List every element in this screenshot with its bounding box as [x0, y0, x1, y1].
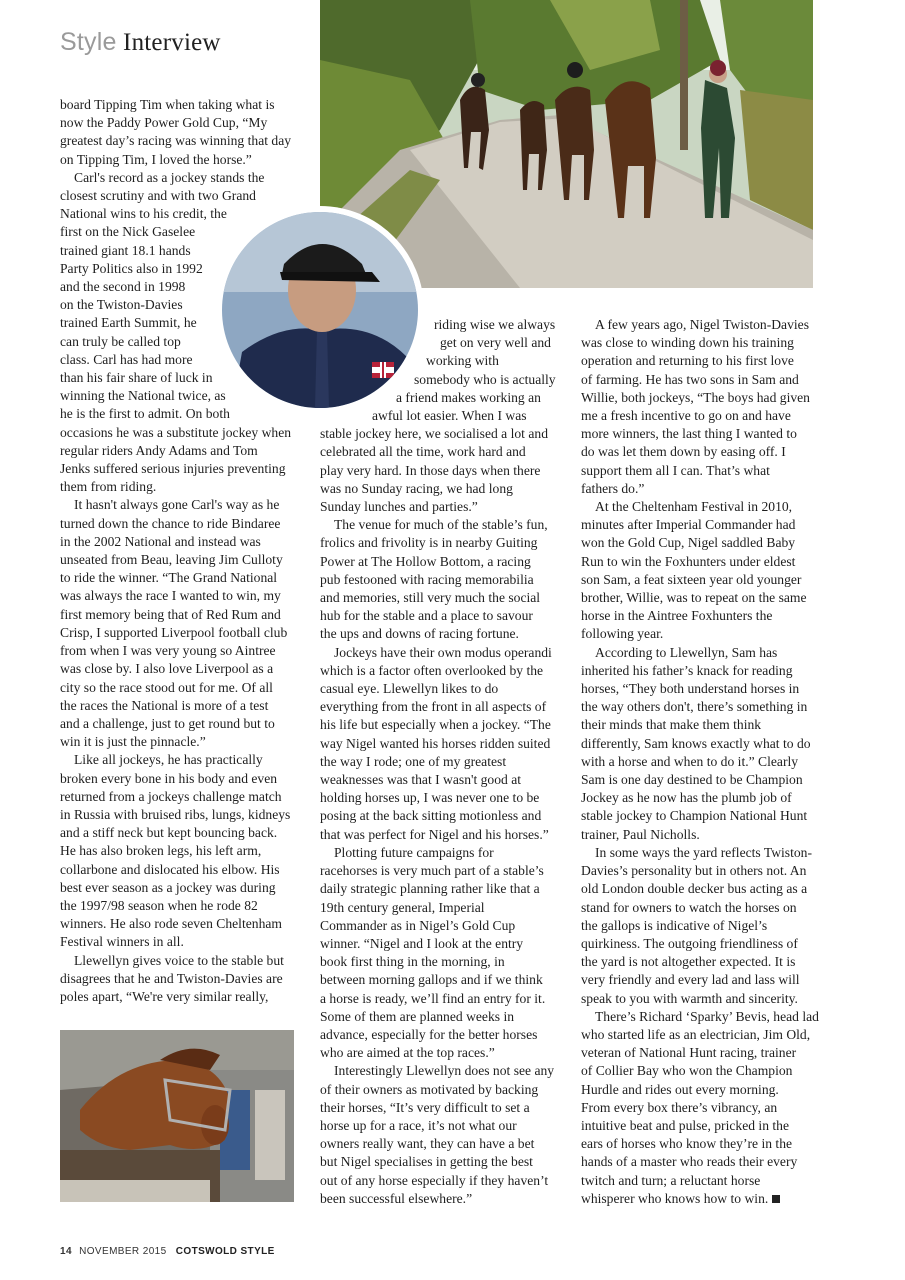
text-line: everything from the front in all aspects of: [320, 699, 547, 715]
text-line: differently, Sam knows exactly what to do: [581, 735, 811, 751]
text-line: the races the National is more of a test: [60, 697, 269, 713]
text-line: and memories, still very much the social: [320, 590, 541, 606]
text-line: won the Gold Cup, Nigel saddled Baby: [581, 535, 796, 551]
text-line: of Collier Bay who won the Champion: [581, 1063, 793, 1079]
text-line: According to Llewellyn, Sam has: [595, 644, 778, 660]
text-line: winners. He also rode seven Cheltenham: [60, 916, 282, 932]
text-line: the yard is not altogether expected. It is: [581, 954, 796, 970]
text-line: Jockey as he now has the plumb job of: [581, 790, 792, 806]
text-line: intuitive beat and pulse, pricked in the: [581, 1117, 790, 1133]
text-line: best ever season as a jockey was during: [60, 879, 276, 895]
text-line: turned down the chance to ride Bindaree: [60, 515, 281, 531]
text-line: horse up for a race, it’s not what our: [320, 1117, 517, 1133]
text-line: broken every bone in his body and even: [60, 770, 278, 786]
text-line: now the Paddy Power Gold Cup, “My: [60, 115, 268, 131]
text-line: support them all I can. That’s what: [581, 462, 770, 478]
text-line: Plotting future campaigns for: [334, 844, 494, 860]
text-line: Power at The Hollow Bottom, a racing: [320, 553, 531, 569]
text-line: disagrees that he and Twiston-Davies are: [60, 970, 283, 986]
text-line: Llewellyn gives voice to the stable but: [74, 952, 284, 968]
text-line: Sam is one day destined to be Champion: [581, 772, 803, 788]
text-line: weaknesses was that I wasn't good at: [320, 772, 522, 788]
last-text-line: [581, 1190, 826, 1208]
text-line: way Nigel wanted his horses ridden suited: [320, 735, 551, 751]
section-label: Style: [60, 28, 117, 56]
text-line: Carl's record as a jockey stands the: [74, 169, 265, 185]
text-line: ears of horses who know they’re in the: [581, 1136, 793, 1152]
text-line: pub festooned with racing memorabilia: [320, 571, 534, 587]
text-line: that was perfect for Nigel and his horses.”: [320, 826, 549, 842]
text-line: celebrated all the time, work hard and: [320, 444, 526, 460]
text-line: of farming. He has two sons in Sam and: [581, 371, 799, 387]
text-line: hands of a master who reads their every: [581, 1154, 798, 1170]
text-line: on the Twiston-Davies: [60, 297, 183, 313]
text-line: and a stiff neck but kept bouncing back.: [60, 825, 278, 841]
text-line: holding horses up, I was never one to be: [320, 790, 540, 806]
text-line: from when I was very young so Aintree: [60, 643, 276, 659]
text-line: trained giant 18.1 hands: [60, 242, 191, 258]
text-line: them from riding.: [60, 479, 157, 495]
text-line: first memory being that of Red Rum and: [60, 606, 281, 622]
text-line: casual eye. Llewellyn likes to do: [320, 681, 499, 697]
text-line: daily strategic planning rather like that a: [320, 881, 540, 897]
page-footer: [60, 1246, 275, 1257]
text-line: Sunday lunches and parties.”: [320, 499, 478, 515]
text-line: awful lot easier. When I was: [372, 408, 527, 424]
text-column-1: [60, 96, 305, 1006]
text-line: was close to winding down his training: [581, 335, 794, 351]
text-line: was no Sunday racing, we had long: [320, 480, 513, 496]
issue-date: NOVEMBER 2015: [79, 1246, 167, 1257]
text-line: who started life as an electrician, Jim Old,: [581, 1026, 811, 1042]
text-line: somebody who is actually: [414, 371, 556, 387]
text-line: trainer, Paul Nicholls.: [581, 826, 700, 842]
text-line: their minds that make them think: [581, 717, 762, 733]
text-line: whisperer who knows how to win.: [581, 1190, 769, 1206]
text-line: stand for owners to watch the horses on: [581, 899, 797, 915]
text-line: out of any horse especially if they haven’t: [320, 1172, 549, 1188]
text-line: stable jockey here, we socialised a lot and: [320, 426, 548, 442]
text-line: Jenks suffered serious injuries preventing: [60, 461, 286, 477]
text-line: of their owners as motivated by backing: [320, 1081, 539, 1097]
page-number: 14: [60, 1246, 72, 1257]
text-line: more winners, the last thing I wanted to: [581, 426, 797, 442]
text-line: Hurdle and rides out every morning.: [581, 1081, 779, 1097]
text-line: Jockeys have their own modus operandi: [334, 644, 552, 660]
text-line: It hasn't always gone Carl's way as he: [74, 497, 280, 513]
text-line: working with: [426, 353, 499, 369]
text-line: From every box there’s vibrancy, an: [581, 1099, 778, 1115]
text-line: horse in the Aintree Foxhunters the: [581, 608, 773, 624]
text-line: He has also broken legs, his left arm,: [60, 843, 262, 859]
text-line: operation and returning to his first love: [581, 353, 794, 369]
text-line: Willie, both jockeys, “The boys had given: [581, 389, 810, 405]
text-line: National wins to his credit, the: [60, 206, 227, 222]
text-line: Some of them are planned weeks in: [320, 1008, 515, 1024]
text-line: than his fair share of luck in: [60, 370, 213, 386]
text-line: very friendly and every lad and lass will: [581, 972, 800, 988]
text-line: their horses, “It’s very difficult to set a: [320, 1099, 530, 1115]
text-line: Like all jockeys, he has practically: [74, 752, 263, 768]
text-line: greatest day’s racing was winning that day: [60, 133, 292, 149]
text-line: with a horse and when to do it.” Clearly: [581, 753, 799, 769]
text-line: quirkiness. The outgoing friendliness of: [581, 935, 798, 951]
text-line: first on the Nick Gaselee: [60, 224, 196, 240]
text-line: class. Carl has had more: [60, 351, 193, 367]
text-line: a friend makes working an: [396, 389, 541, 405]
text-line: get on very well and: [440, 335, 551, 351]
text-line: following year.: [581, 626, 664, 642]
text-line: speak to you with warmth and sincerity.: [581, 990, 798, 1006]
text-line: play very hard. In those days when there: [320, 462, 541, 478]
text-line: the ups and downs of racing fortune.: [320, 626, 519, 642]
text-line: In some ways the yard reflects Twiston-: [595, 844, 812, 860]
text-line: winning the National twice, as: [60, 388, 226, 404]
text-line: closest scrutiny and with two Grand: [60, 188, 256, 204]
text-line: regular riders Andy Adams and Tom: [60, 442, 258, 458]
text-line: do was let them down by easing off. I: [581, 444, 786, 460]
text-line: 19th century general, Imperial: [320, 899, 485, 915]
text-line: son Sam, a feat sixteen year old younger: [581, 571, 802, 587]
text-line: The venue for much of the stable’s fun,: [334, 517, 548, 533]
text-line: riding wise we always: [434, 317, 556, 332]
text-line: owners really want, they can have a bet: [320, 1136, 535, 1152]
text-line: hub for the stable and a place to savour: [320, 608, 533, 624]
text-line: in Russia with bruised ribs, lungs, kidneys: [60, 806, 291, 822]
text-line: was always the race I wanted to win, my: [60, 588, 281, 604]
section-header: [60, 28, 221, 57]
text-line: the gallops is indicative of Nigel’s: [581, 917, 768, 933]
text-line: minutes after Imperial Commander had: [581, 517, 796, 533]
text-line: There’s Richard ‘Sparky’ Bevis, head lad: [595, 1008, 819, 1024]
text-line: and a challenge, just to get round but to: [60, 715, 275, 731]
text-line: old London double decker bus acting as a: [581, 881, 808, 897]
text-line: Davies’s personality but in others not. An: [581, 863, 807, 879]
text-line: returned from a jockeys challenge match: [60, 788, 282, 804]
horse-in-stable-image: [60, 1030, 294, 1202]
text-line: which is a factor often overlooked by the: [320, 662, 544, 678]
text-line: been successful elsewhere.”: [320, 1190, 473, 1206]
text-line: can truly be called top: [60, 333, 181, 349]
text-column-3: [581, 316, 826, 1208]
text-line: trained Earth Summit, he: [60, 315, 197, 331]
text-line: Interestingly Llewellyn does not see any: [334, 1063, 555, 1079]
text-line: Crisp, I supported Liverpool football club: [60, 624, 288, 640]
text-line: to ride the winner. “The Grand National: [60, 570, 278, 586]
text-line: racehorses is very much part of a stable’s: [320, 863, 544, 879]
text-line: Run to win the Foxhunters under eldest: [581, 553, 796, 569]
text-line: me a fresh incentive to go on and have: [581, 408, 791, 424]
text-line: win it is just the pinnacle.”: [60, 734, 206, 750]
text-line: frolics and frivolity is in nearby Guiting: [320, 535, 538, 551]
publication-name: COTSWOLD STYLE: [175, 1246, 275, 1257]
end-mark-icon: [772, 1195, 780, 1203]
text-line: poles apart, “We're very similar really,: [60, 988, 269, 1004]
text-line: A few years ago, Nigel Twiston-Davies: [595, 317, 809, 332]
text-line: the 1997/98 season when he rode 82: [60, 897, 258, 913]
text-line: a horse is ready, we’ll find an entry for it.: [320, 990, 546, 1006]
text-line: board Tipping Tim when taking what is: [60, 97, 275, 112]
text-line: on Tipping Tim, I loved the horse.”: [60, 151, 252, 167]
text-line: winner. “Nigel and I look at the entry: [320, 935, 524, 951]
text-line: was close by. I also love Liverpool as a: [60, 661, 274, 677]
text-line: between morning gallops and if we think: [320, 972, 543, 988]
text-line: unseated from Beau, leaving Jim Culloty: [60, 552, 283, 568]
text-line: city so the race stood out for me. Of all: [60, 679, 273, 695]
text-line: At the Cheltenham Festival in 2010,: [595, 499, 793, 515]
text-line: stable jockey to Champion National Hunt: [581, 808, 808, 824]
text-column-2: [320, 316, 566, 1208]
text-line: horses, “They both understand horses in: [581, 681, 800, 697]
text-line: Party Politics also in 1992: [60, 260, 203, 276]
text-line: Festival winners in all.: [60, 934, 184, 950]
text-line: occasions he was a substitute jockey when: [60, 424, 292, 440]
text-line: he is the first to admit. On both: [60, 406, 230, 422]
text-line: advance, especially for the better horses: [320, 1026, 538, 1042]
text-line: veteran of National Hunt racing, trainer: [581, 1045, 797, 1061]
text-line: book first thing in the morning, in: [320, 954, 505, 970]
text-line: fathers do.”: [581, 480, 645, 496]
text-line: inherited his father’s knack for reading: [581, 662, 793, 678]
text-line: and the second in 1998: [60, 279, 186, 295]
text-line: but Nigel specialises in getting the best: [320, 1154, 533, 1170]
text-line: posing at the back sitting motionless and: [320, 808, 542, 824]
text-line: the way I rode; one of my greatest: [320, 753, 507, 769]
text-line: collarbone and dislocated his elbow. His: [60, 861, 280, 877]
text-line: who are aimed at the top races.”: [320, 1045, 495, 1061]
section-title: Interview: [123, 29, 221, 56]
text-line: brother, Willie, was to repeat on the same: [581, 590, 807, 606]
text-line: the way others don't, there’s something in: [581, 699, 808, 715]
text-line: Commander as in Nigel’s Gold Cup: [320, 917, 516, 933]
stable-photo: [60, 1030, 294, 1202]
text-line: in the 2002 National and instead was: [60, 533, 261, 549]
text-line: twitch and turn; a reluctant horse: [581, 1172, 761, 1188]
text-line: his life but especially when a jockey. “The: [320, 717, 551, 733]
